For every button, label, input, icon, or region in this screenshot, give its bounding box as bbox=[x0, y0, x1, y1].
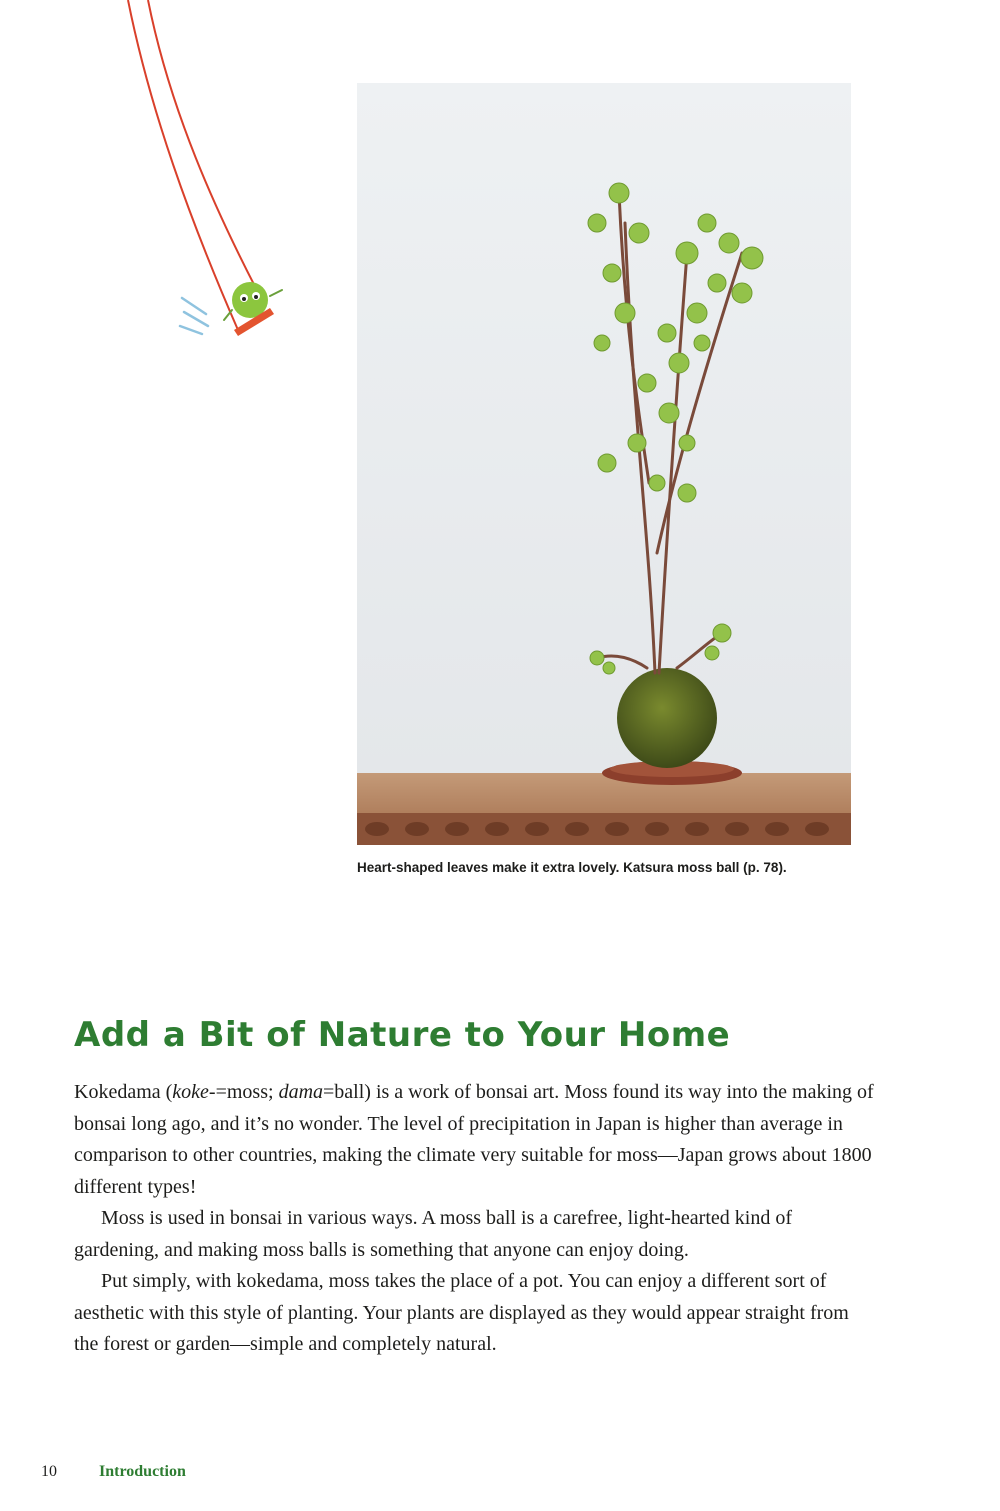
paragraph-1 bbox=[74, 1077, 874, 1203]
article-body bbox=[74, 1077, 874, 1361]
page-footer bbox=[41, 1463, 186, 1481]
paragraph-1-text-c: =ball) is a work of bonsai art. Moss found its way into the making of bonsai long ago, and it’s no wonder. The level of precipitation in Japan is higher than average in comparison to other countries, making the climate very suitable for moss—Japan grows about 1800 different types! bbox=[74, 1081, 874, 1198]
paragraph-2: Moss is used in bonsai in various ways. A moss ball is a carefree, light-hearted kind of gardening, and making moss balls is something that anyone can enjoy doing. bbox=[74, 1207, 792, 1261]
section-name: Introduction bbox=[99, 1463, 186, 1480]
kokedama-photo bbox=[357, 83, 851, 845]
term-koke: koke- bbox=[172, 1081, 216, 1103]
page-number: 10 bbox=[41, 1463, 57, 1480]
swing-illustration bbox=[110, 0, 310, 360]
photo-caption: Heart-shaped leaves make it extra lovely. Katsura moss ball (p. 78). bbox=[357, 860, 787, 875]
section-heading: Add a Bit of Nature to Your Home bbox=[74, 1015, 731, 1055]
paragraph-3: Put simply, with kokedama, moss takes the place of a pot. You can enjoy a different sort of aesthetic with this style of planting. Your plants are displayed as they would appear straight from the forest or garden—simple and completely natural. bbox=[74, 1270, 849, 1355]
term-dama: dama bbox=[278, 1081, 324, 1103]
paragraph-1-text-a: Kokedama ( bbox=[74, 1081, 173, 1103]
paragraph-1-text-b: =moss; bbox=[215, 1081, 279, 1103]
